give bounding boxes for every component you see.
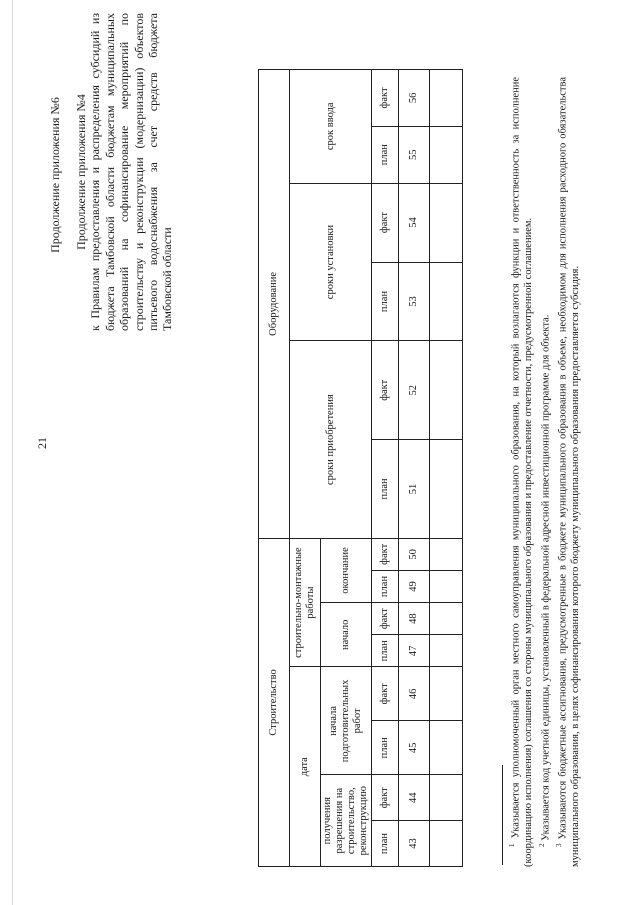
- table-cell: [430, 70, 463, 127]
- footnotes: [506, 77, 582, 867]
- column-number: 48: [399, 603, 430, 635]
- plan-label: план: [372, 126, 399, 183]
- column-number: 47: [399, 635, 430, 667]
- table-row: [430, 70, 463, 867]
- plan-label: план: [372, 635, 399, 667]
- col-start: начало: [321, 603, 372, 667]
- table-cell: [430, 821, 463, 867]
- footnote-text: Указывается код учетной единицы, установленный в федеральной адресной инвестиционной программе для объекта.: [540, 314, 551, 841]
- table-cell: [430, 341, 463, 440]
- column-number: 54: [399, 183, 430, 262]
- table-cell: [430, 721, 463, 775]
- footnote-text: Указываются бюджетные ассигнования, предусмотренные в бюджете муниципального образования в объеме, необходимом для исполнения расходного обязательства муниципального образования, в целях софинансирования которого бюджету муниципального образования предоставляется субсидия.: [557, 76, 581, 867]
- table-header-row: [290, 70, 321, 867]
- column-number: 51: [399, 440, 430, 539]
- plan-label: план: [372, 721, 399, 775]
- table-cell: [430, 538, 463, 570]
- col-date: дата: [290, 667, 321, 867]
- table-cell: [430, 667, 463, 721]
- fact-label: факт: [372, 667, 399, 721]
- table-cell: [430, 262, 463, 341]
- footnote-mark: 3: [554, 843, 563, 847]
- col-commission: срок ввода: [290, 70, 372, 184]
- column-number: 46: [399, 667, 430, 721]
- col-smr: строительно-монтажные работы: [290, 538, 321, 667]
- schedule-table: [258, 69, 463, 867]
- table-cell: [430, 126, 463, 183]
- continuation-title: Продолжение приложения №6: [48, 97, 62, 253]
- appendix-title: Продолжение приложения №4: [74, 94, 88, 250]
- col-prep: начала подготовительных работ: [321, 667, 372, 775]
- col-purchase: сроки приобретения: [290, 341, 372, 538]
- footnote-3: [553, 77, 583, 867]
- column-number: 45: [399, 721, 430, 775]
- table-header-row: [259, 70, 290, 867]
- fact-label: факт: [372, 538, 399, 570]
- fact-label: факт: [372, 183, 399, 262]
- column-number: 52: [399, 341, 430, 440]
- column-number: 50: [399, 538, 430, 570]
- column-number: 55: [399, 126, 430, 183]
- fact-label: факт: [372, 70, 399, 127]
- fact-label: факт: [372, 603, 399, 635]
- plan-label: план: [372, 262, 399, 341]
- column-number: 43: [399, 821, 430, 867]
- footnote-2: [536, 77, 553, 867]
- footnote-mark: 1: [508, 843, 516, 847]
- plan-label: план: [372, 570, 399, 602]
- column-number: 53: [399, 262, 430, 341]
- table-cell: [430, 183, 463, 262]
- column-number-row: [399, 70, 430, 867]
- table-cell: [430, 635, 463, 667]
- footnote-mark: 2: [537, 843, 546, 847]
- footnote-text: Указывается уполномоченный орган местного самоуправления муниципального образования, на который возлагаются функции и ответственность за исполнение (координацию исполнения) соглашения со стороны муниципального образования и предоставление отчетности, предусмотренной соглашением.: [510, 76, 534, 867]
- fact-label: факт: [372, 341, 399, 440]
- appendix-text: к Правилам предоставления и распределения субсидий из бюджета Тамбовской области бюджетам муниципальных образований на софинансирование мероприятий по строительству и реконструкции (модернизации) объектов питьевого водоснабжения за счет средств бюджета Тамбовской области: [88, 13, 175, 331]
- group-construction: Строительство: [259, 538, 290, 866]
- fact-label: факт: [372, 775, 399, 821]
- footnote-1: [506, 77, 536, 867]
- table-cell: [430, 440, 463, 539]
- column-number: 56: [399, 70, 430, 127]
- col-permit: получения разрешения на строительство, реконструкцию: [321, 775, 372, 867]
- col-install: сроки установки: [290, 183, 372, 341]
- plan-fact-row: [372, 70, 399, 867]
- column-number: 49: [399, 570, 430, 602]
- col-end: окончание: [321, 538, 372, 602]
- table-cell: [430, 603, 463, 635]
- column-number: 44: [399, 775, 430, 821]
- table-cell: [430, 570, 463, 602]
- plan-label: план: [372, 440, 399, 539]
- footnote-separator: [502, 765, 503, 865]
- plan-label: план: [372, 821, 399, 867]
- page-number: 21: [35, 437, 49, 449]
- appendix-block: [74, 13, 175, 331]
- group-equipment: Оборудование: [259, 70, 290, 539]
- table-cell: [430, 775, 463, 821]
